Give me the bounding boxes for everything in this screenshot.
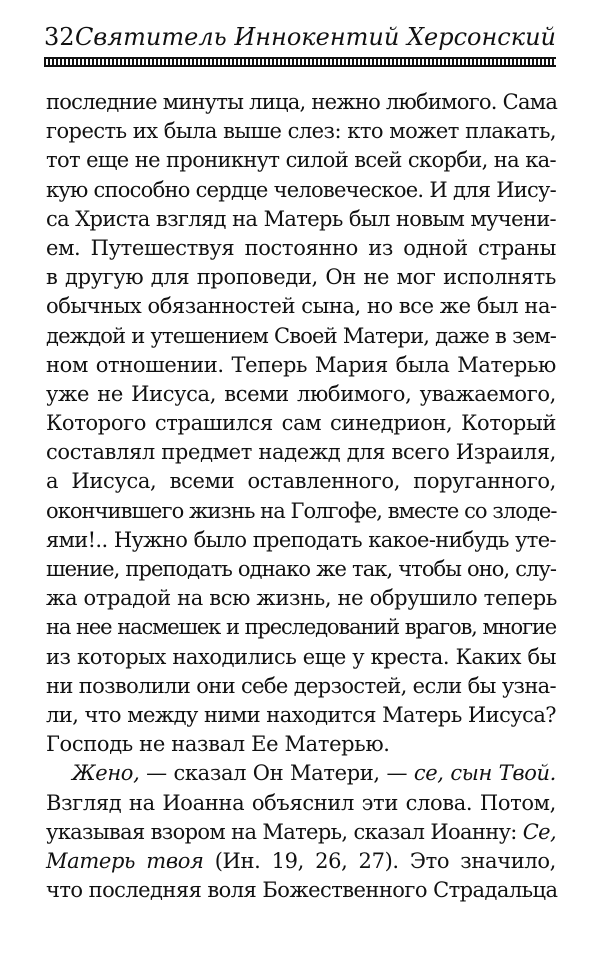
text-line: тот еще не проникнут силой всей скорби, на ка- <box>46 148 556 173</box>
text-line: жа отрадой на всю жизнь, не обрушило теперь <box>46 586 557 611</box>
text-line-mixed <box>46 847 556 876</box>
text-fragment: указывая взором на Матерь, сказал Иоанну: <box>46 819 523 844</box>
text-line: са Христа взгляд на Матерь был новым мучени- <box>46 206 556 231</box>
text-line: Взгляд на Иоанна объяснил эти слова. Потом, <box>46 790 556 815</box>
text-line: а Иисуса, всеми оставленного, поруганного, <box>46 469 556 494</box>
header-ornamental-rule <box>44 57 556 67</box>
text-line: ни позволили они себе дерзостей, если бы узна- <box>46 673 556 698</box>
page-number: 32 <box>44 23 75 51</box>
text-line: Которого страшился сам синедрион, Который <box>46 411 556 436</box>
italic-quote: Матерь твоя <box>46 848 204 873</box>
text-line: горесть их была выше слез: кто может плакать, <box>46 119 556 144</box>
text-line-dialogue <box>46 759 556 788</box>
text-line: составлял предмет надежд для всего Израиля, <box>46 440 556 465</box>
text-line: ями!.. Нужно было преподать какое-нибудь уте- <box>46 527 556 552</box>
text-line: ем. Путешествуя постоянно из одной страны <box>46 235 556 260</box>
text-line: окончившего жизнь на Голгофе, вместе со злоде- <box>46 498 557 523</box>
running-title: Святитель Иннокентий Херсонский <box>74 23 556 51</box>
text-line: ном отношении. Теперь Мария была Матерью <box>46 352 556 377</box>
italic-quote: Се, <box>522 819 556 844</box>
text-line: на нее насмешек и преследований врагов, многие <box>46 615 556 640</box>
text-fragment: — сказал Он Матери, — <box>139 761 414 786</box>
paragraph-end-line: Господь не назвал Ее Матерью. <box>46 732 390 757</box>
italic-quote: се, сын Твой. <box>413 761 556 786</box>
text-line: что последняя воля Божественного Страдальца <box>46 878 558 903</box>
italic-quote: Жено, <box>72 761 140 786</box>
text-line: кую способно сердце человеческое. И для Иису- <box>46 177 556 202</box>
body-text <box>46 88 556 905</box>
text-line: ли, что между ними находится Матерь Иисуса? <box>46 702 556 727</box>
text-line: из которых находились еще у креста. Каких бы <box>46 644 556 669</box>
text-line: последние минуты лица, нежно любимого. Сама <box>46 90 558 114</box>
text-fragment: (Ин. 19, 26, 27). Это значило, <box>203 848 556 873</box>
text-line-mixed <box>46 818 556 847</box>
text-line: уже не Иисуса, всеми любимого, уважаемого, <box>46 381 556 406</box>
text-line: шение, преподать однако же так, чтобы оно, слу- <box>46 557 556 581</box>
text-line: деждой и утешением Своей Матери, даже в зем- <box>46 323 556 348</box>
text-line: обычных обязанностей сына, но все же был на- <box>46 294 557 319</box>
text-line: в другую для проповеди, Он не мог исполнять <box>46 265 556 290</box>
page-header <box>44 20 556 54</box>
